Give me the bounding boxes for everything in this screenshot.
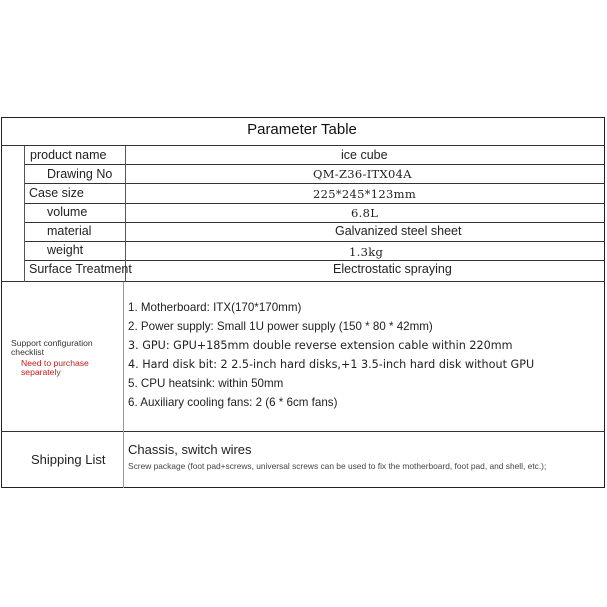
row-value-material: Galvanized steel sheet [335, 224, 462, 238]
row-value-weight: 1.3kg [349, 245, 384, 259]
row-divider [24, 203, 605, 204]
row-value-volume: 6.8L [351, 206, 379, 220]
row-label-material: material [47, 224, 92, 238]
row-value-product-name: ice cube [341, 148, 388, 162]
row-label-volume: volume [47, 205, 88, 219]
config-item-cpu-heatsink: 5. CPU heatsink: within 50mm [128, 377, 284, 390]
shipping-list-detail: Screw package (foot pad+screws, universal screws can be used to fix the motherboard, foot pad, and shell, etc.); [128, 461, 547, 471]
row-divider [24, 241, 605, 242]
row-divider [24, 222, 605, 223]
config-item-gpu: 3. GPU: GPU+185mm double reverse extension cable within 220mm [128, 339, 513, 352]
column-divider [123, 432, 124, 488]
column-divider [24, 146, 25, 282]
row-label-product-name: product name [30, 148, 107, 162]
support-configuration-label: Support configuration checklist [11, 338, 93, 357]
config-item-hard-disk: 4. Hard disk bit: 2 2.5-inch hard disks,+1 3.5-inch hard disk without GPU [128, 358, 535, 371]
row-divider [24, 260, 605, 261]
shipping-list-main: Chassis, switch wires [128, 442, 252, 457]
config-item-motherboard: 1. Motherboard: ITX(170*170mm) [128, 301, 302, 314]
purchase-separately-note: Need to purchase separately [21, 358, 89, 377]
table-title: Parameter Table [247, 121, 357, 138]
column-divider [123, 282, 124, 432]
row-divider [24, 183, 605, 184]
title-divider [1, 145, 605, 146]
row-label-drawing-no: Drawing No [47, 167, 113, 181]
section-divider [1, 431, 605, 432]
row-label-case-size: Case size [29, 186, 84, 200]
config-item-cooling-fans: 6. Auxiliary cooling fans: 2 (6 * 6cm fans) [128, 396, 338, 409]
shipping-list-label: Shipping List [31, 452, 106, 467]
row-value-drawing-no: QM-Z36-ITX04A [313, 167, 412, 181]
row-label-surface-treatment: Surface Treatment [29, 262, 132, 276]
row-label-weight: weight [47, 243, 84, 257]
row-value-case-size: 225*245*123mm [313, 187, 417, 201]
config-item-power-supply: 2. Power supply: Small 1U power supply (150 * 80 * 42mm) [128, 320, 433, 333]
section-divider [1, 281, 605, 282]
row-divider [24, 164, 605, 165]
row-value-surface-treatment: Electrostatic spraying [333, 262, 452, 276]
